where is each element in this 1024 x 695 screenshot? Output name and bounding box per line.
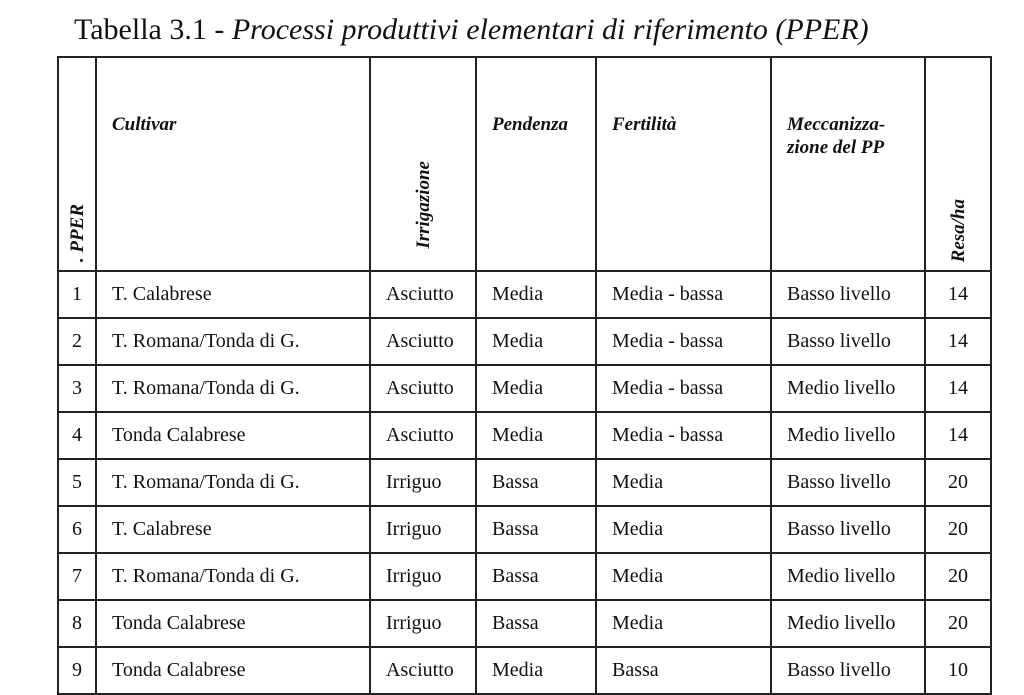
cell-ppr-number: 3 <box>58 365 96 412</box>
table-row <box>58 600 991 647</box>
header-irrigazione <box>370 57 476 271</box>
cell-irrigazione: Irriguo <box>370 553 476 600</box>
cell-ppr-number: 9 <box>58 647 96 694</box>
cell-irrigazione: Asciutto <box>370 365 476 412</box>
cell-resa: 20 <box>925 600 991 647</box>
header-meccanizzazione: Meccanizza-zione del PP <box>771 57 925 271</box>
cell-meccanizzazione: Medio livello <box>771 412 925 459</box>
header-pendenza: Pendenza <box>476 57 596 271</box>
cell-cultivar: T. Romana/Tonda di G. <box>96 318 370 365</box>
header-fertilita: Fertilità <box>596 57 771 271</box>
table-row <box>58 459 991 506</box>
table-row <box>58 365 991 412</box>
cell-resa: 14 <box>925 412 991 459</box>
cell-resa: 14 <box>925 365 991 412</box>
cell-fertilita: Bassa <box>596 647 771 694</box>
table-row <box>58 271 991 318</box>
cell-fertilita: Media <box>596 506 771 553</box>
table-caption <box>74 10 1004 50</box>
cell-meccanizzazione: Medio livello <box>771 553 925 600</box>
cell-irrigazione: Irriguo <box>370 600 476 647</box>
header-resa-label: Resa/ha <box>947 198 969 262</box>
cell-meccanizzazione: Basso livello <box>771 647 925 694</box>
header-irrigazione-label: Irrigazione <box>412 161 434 249</box>
cell-pendenza: Bassa <box>476 553 596 600</box>
header-resa <box>925 57 991 271</box>
cell-ppr-number: 8 <box>58 600 96 647</box>
cell-meccanizzazione: Basso livello <box>771 459 925 506</box>
table-row <box>58 318 991 365</box>
cell-ppr-number: 1 <box>58 271 96 318</box>
table-row <box>58 506 991 553</box>
cell-ppr-number: 7 <box>58 553 96 600</box>
caption-prefix: Tabella 3.1 - <box>74 13 232 46</box>
cell-cultivar: T. Romana/Tonda di G. <box>96 459 370 506</box>
cell-resa: 20 <box>925 459 991 506</box>
cell-cultivar: T. Romana/Tonda di G. <box>96 553 370 600</box>
cell-pendenza: Media <box>476 318 596 365</box>
cell-irrigazione: Asciutto <box>370 412 476 459</box>
header-ppr <box>58 57 96 271</box>
cell-irrigazione: Asciutto <box>370 318 476 365</box>
header-row <box>58 57 991 271</box>
cell-irrigazione: Irriguo <box>370 459 476 506</box>
cell-fertilita: Media - bassa <box>596 271 771 318</box>
cell-fertilita: Media - bassa <box>596 365 771 412</box>
table-body <box>58 271 991 694</box>
cell-pendenza: Media <box>476 365 596 412</box>
cell-fertilita: Media - bassa <box>596 318 771 365</box>
cell-fertilita: Media - bassa <box>596 412 771 459</box>
table-header <box>58 57 991 271</box>
cell-pendenza: Bassa <box>476 459 596 506</box>
cell-resa: 20 <box>925 553 991 600</box>
cell-pendenza: Bassa <box>476 600 596 647</box>
caption-title: Processi produttivi elementari di riferimento (PPER) <box>231 13 869 46</box>
cell-cultivar: T. Calabrese <box>96 506 370 553</box>
table-row <box>58 412 991 459</box>
header-cultivar: Cultivar <box>96 57 370 271</box>
cell-irrigazione: Irriguo <box>370 506 476 553</box>
cell-irrigazione: Asciutto <box>370 647 476 694</box>
cell-meccanizzazione: Basso livello <box>771 506 925 553</box>
cell-ppr-number: 2 <box>58 318 96 365</box>
cell-resa: 14 <box>925 318 991 365</box>
cell-meccanizzazione: Basso livello <box>771 271 925 318</box>
cell-fertilita: Media <box>596 600 771 647</box>
cell-ppr-number: 4 <box>58 412 96 459</box>
cell-fertilita: Media <box>596 459 771 506</box>
cell-pendenza: Media <box>476 412 596 459</box>
cell-pendenza: Bassa <box>476 506 596 553</box>
cell-cultivar: Tonda Calabrese <box>96 412 370 459</box>
cell-meccanizzazione: Medio livello <box>771 365 925 412</box>
cell-ppr-number: 5 <box>58 459 96 506</box>
table-row <box>58 553 991 600</box>
header-ppr-label: . PPER <box>66 203 88 262</box>
cell-pendenza: Media <box>476 647 596 694</box>
cell-resa: 10 <box>925 647 991 694</box>
cell-pendenza: Media <box>476 271 596 318</box>
cell-cultivar: T. Romana/Tonda di G. <box>96 365 370 412</box>
cell-fertilita: Media <box>596 553 771 600</box>
cell-cultivar: Tonda Calabrese <box>96 647 370 694</box>
table-row <box>58 647 991 694</box>
pper-table <box>57 56 992 695</box>
cell-meccanizzazione: Basso livello <box>771 318 925 365</box>
cell-resa: 14 <box>925 271 991 318</box>
cell-ppr-number: 6 <box>58 506 96 553</box>
cell-resa: 20 <box>925 506 991 553</box>
cell-cultivar: Tonda Calabrese <box>96 600 370 647</box>
cell-irrigazione: Asciutto <box>370 271 476 318</box>
cell-cultivar: T. Calabrese <box>96 271 370 318</box>
cell-meccanizzazione: Medio livello <box>771 600 925 647</box>
